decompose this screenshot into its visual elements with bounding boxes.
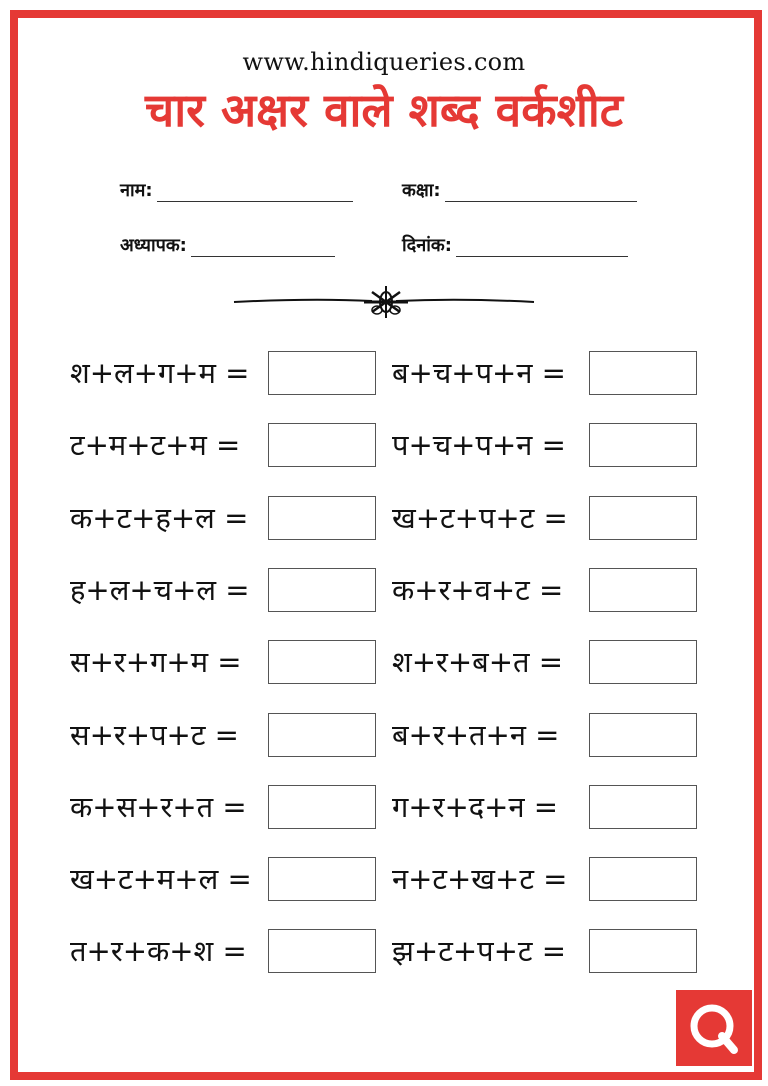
date-field[interactable] [402,233,628,257]
answer-box-right-1[interactable] [589,351,697,395]
class-line[interactable] [445,179,637,202]
answer-box-right-6[interactable] [589,713,697,757]
answer-box-right-5[interactable] [589,640,697,684]
answer-box-left-3[interactable] [268,496,376,540]
answer-box-left-2[interactable] [268,423,376,467]
teacher-label: अध्यापक: [120,235,187,256]
exercise-right-8: न+ट+ख+ट = [392,862,568,896]
answer-box-right-8[interactable] [589,857,697,901]
exercise-left-7: क+स+र+त = [70,790,247,824]
teacher-field[interactable] [120,233,335,257]
class-field[interactable] [402,178,637,202]
date-line[interactable] [456,234,628,257]
exercise-left-1: श+ल+ग+म = [70,356,250,390]
exercise-left-8: ख+ट+म+ल = [70,862,252,896]
exercise-right-4: क+र+व+ट = [392,573,564,607]
answer-box-left-7[interactable] [268,785,376,829]
exercise-right-1: ब+च+प+न = [392,356,566,390]
exercise-right-3: ख+ट+प+ट = [392,501,568,535]
class-label: कक्षा: [402,180,441,201]
exercise-left-3: क+ट+ह+ल = [70,501,249,535]
exercise-right-9: झ+ट+प+ट = [392,934,567,968]
exercise-right-2: प+च+प+न = [392,428,566,462]
exercise-right-6: ब+र+त+न = [392,718,560,752]
name-label: नाम: [120,180,153,201]
exercise-left-9: त+र+क+श = [70,934,247,968]
search-q-icon [676,990,752,1066]
exercise-left-4: ह+ल+च+ल = [70,573,250,607]
exercise-left-6: स+र+प+ट = [70,718,239,752]
name-line[interactable] [157,179,353,202]
date-label: दिनांक: [402,235,452,256]
answer-box-left-5[interactable] [268,640,376,684]
name-field[interactable] [120,178,353,202]
answer-box-left-4[interactable] [268,568,376,612]
answer-box-left-1[interactable] [268,351,376,395]
ornament-divider-icon [232,282,536,322]
answer-box-left-6[interactable] [268,713,376,757]
answer-box-left-8[interactable] [268,857,376,901]
answer-box-right-7[interactable] [589,785,697,829]
answer-box-right-3[interactable] [589,496,697,540]
exercise-left-2: ट+म+ट+म = [70,428,241,462]
exercise-right-5: श+र+ब+त = [392,645,564,679]
site-url: www.hindiqueries.com [242,48,526,76]
exercise-left-5: स+र+ग+म = [70,645,242,679]
worksheet-title: चार अक्षर वाले शब्द वर्कशीट [145,83,623,137]
answer-box-right-9[interactable] [589,929,697,973]
teacher-line[interactable] [191,234,335,257]
page-border [10,10,762,1080]
answer-box-right-2[interactable] [589,423,697,467]
answer-box-left-9[interactable] [268,929,376,973]
exercise-right-7: ग+र+द+न = [392,790,559,824]
answer-box-right-4[interactable] [589,568,697,612]
